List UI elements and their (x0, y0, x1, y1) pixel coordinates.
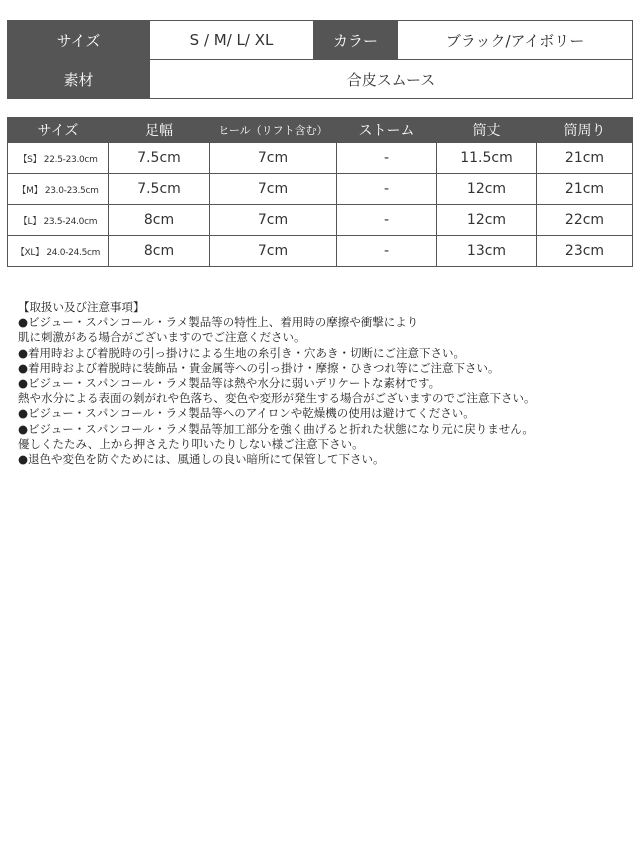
note-line: 熱や水分による表面の剝がれや色落ち、変色や変形が発生する場合がございますのでご注意下さい。 (18, 391, 536, 406)
row-storm: - (337, 205, 437, 236)
info-row-material (8, 60, 633, 99)
color-label: カラー (314, 21, 398, 60)
color-value: ブラック/アイボリー (398, 21, 633, 60)
notes-heading: 【取扱い及び注意事項】 (18, 300, 145, 314)
material-value: 合皮スムース (150, 60, 633, 99)
row-shaft-height: 13cm (437, 236, 537, 267)
note-line: ●着用時および着脱時の引っ掛けによる生地の糸引き・穴あき・切断にご注意下さい。 (18, 345, 466, 360)
note-line: ●着用時および着脱時に装飾品・貴金属等への引っ掛け・摩擦・ひきつれ等にご注意下さい。 (18, 360, 500, 375)
note-line: ●ビジュー・スパンコール・ラメ製品等は熱や水分に弱いデリケートな素材です。 (18, 376, 441, 391)
row-size: 【L】 23.5-24.0cm (8, 205, 109, 236)
size-label: サイズ (8, 21, 150, 60)
row-size: 【S】 22.5-23.0cm (8, 143, 109, 174)
row-storm: - (337, 236, 437, 267)
row-heel: 7cm (210, 143, 337, 174)
table-row (8, 205, 633, 236)
product-info-table (7, 20, 633, 99)
note-line: ●ビジュー・スパンコール・ラメ製品等の特性上、着用時の摩擦や衝撃により (18, 315, 419, 330)
care-notes (18, 300, 630, 467)
size-value: S / M/ L/ XL (150, 21, 314, 60)
table-row (8, 143, 633, 174)
note-line: 肌に刺激がある場合がございますのでご注意ください。 (18, 330, 306, 345)
size-chart-header-row (8, 118, 633, 143)
row-shaft-circumference: 22cm (537, 205, 633, 236)
row-heel: 7cm (210, 174, 337, 205)
material-label: 素材 (8, 60, 150, 99)
header-foot-width: 足幅 (109, 118, 210, 143)
note-line: ●ビジュー・スパンコール・ラメ製品等へのアイロンや乾燥機の使用は避けてください。 (18, 406, 475, 421)
note-line: 優しくたたみ、上から押さえたり叩いたりしない様ご注意下さい。 (18, 436, 364, 451)
row-shaft-circumference: 21cm (537, 143, 633, 174)
row-size: 【M】 23.0-23.5cm (8, 174, 109, 205)
row-shaft-circumference: 21cm (537, 174, 633, 205)
row-foot-width: 8cm (109, 236, 210, 267)
row-foot-width: 7.5cm (109, 143, 210, 174)
header-shaft-height: 筒丈 (437, 118, 537, 143)
table-row (8, 236, 633, 267)
row-shaft-height: 11.5cm (437, 143, 537, 174)
row-heel: 7cm (210, 205, 337, 236)
row-foot-width: 7.5cm (109, 174, 210, 205)
row-size: 【XL】 24.0-24.5cm (8, 236, 109, 267)
row-foot-width: 8cm (109, 205, 210, 236)
row-storm: - (337, 143, 437, 174)
note-line: ●退色や変色を防ぐためには、風通しの良い暗所にて保管して下さい。 (18, 452, 385, 467)
size-chart-table (7, 117, 633, 267)
header-heel: ヒール（リフト含む） (210, 118, 337, 143)
row-shaft-circumference: 23cm (537, 236, 633, 267)
header-storm: ストーム (337, 118, 437, 143)
row-heel: 7cm (210, 236, 337, 267)
row-shaft-height: 12cm (437, 174, 537, 205)
table-row (8, 174, 633, 205)
row-shaft-height: 12cm (437, 205, 537, 236)
info-row-size-color (8, 21, 633, 60)
header-size: サイズ (8, 118, 109, 143)
header-shaft-circumference: 筒周り (537, 118, 633, 143)
row-storm: - (337, 174, 437, 205)
note-line: ●ビジュー・スパンコール・ラメ製品等加工部分を強く曲げると折れた状態になり元に戻りません。 (18, 421, 534, 436)
